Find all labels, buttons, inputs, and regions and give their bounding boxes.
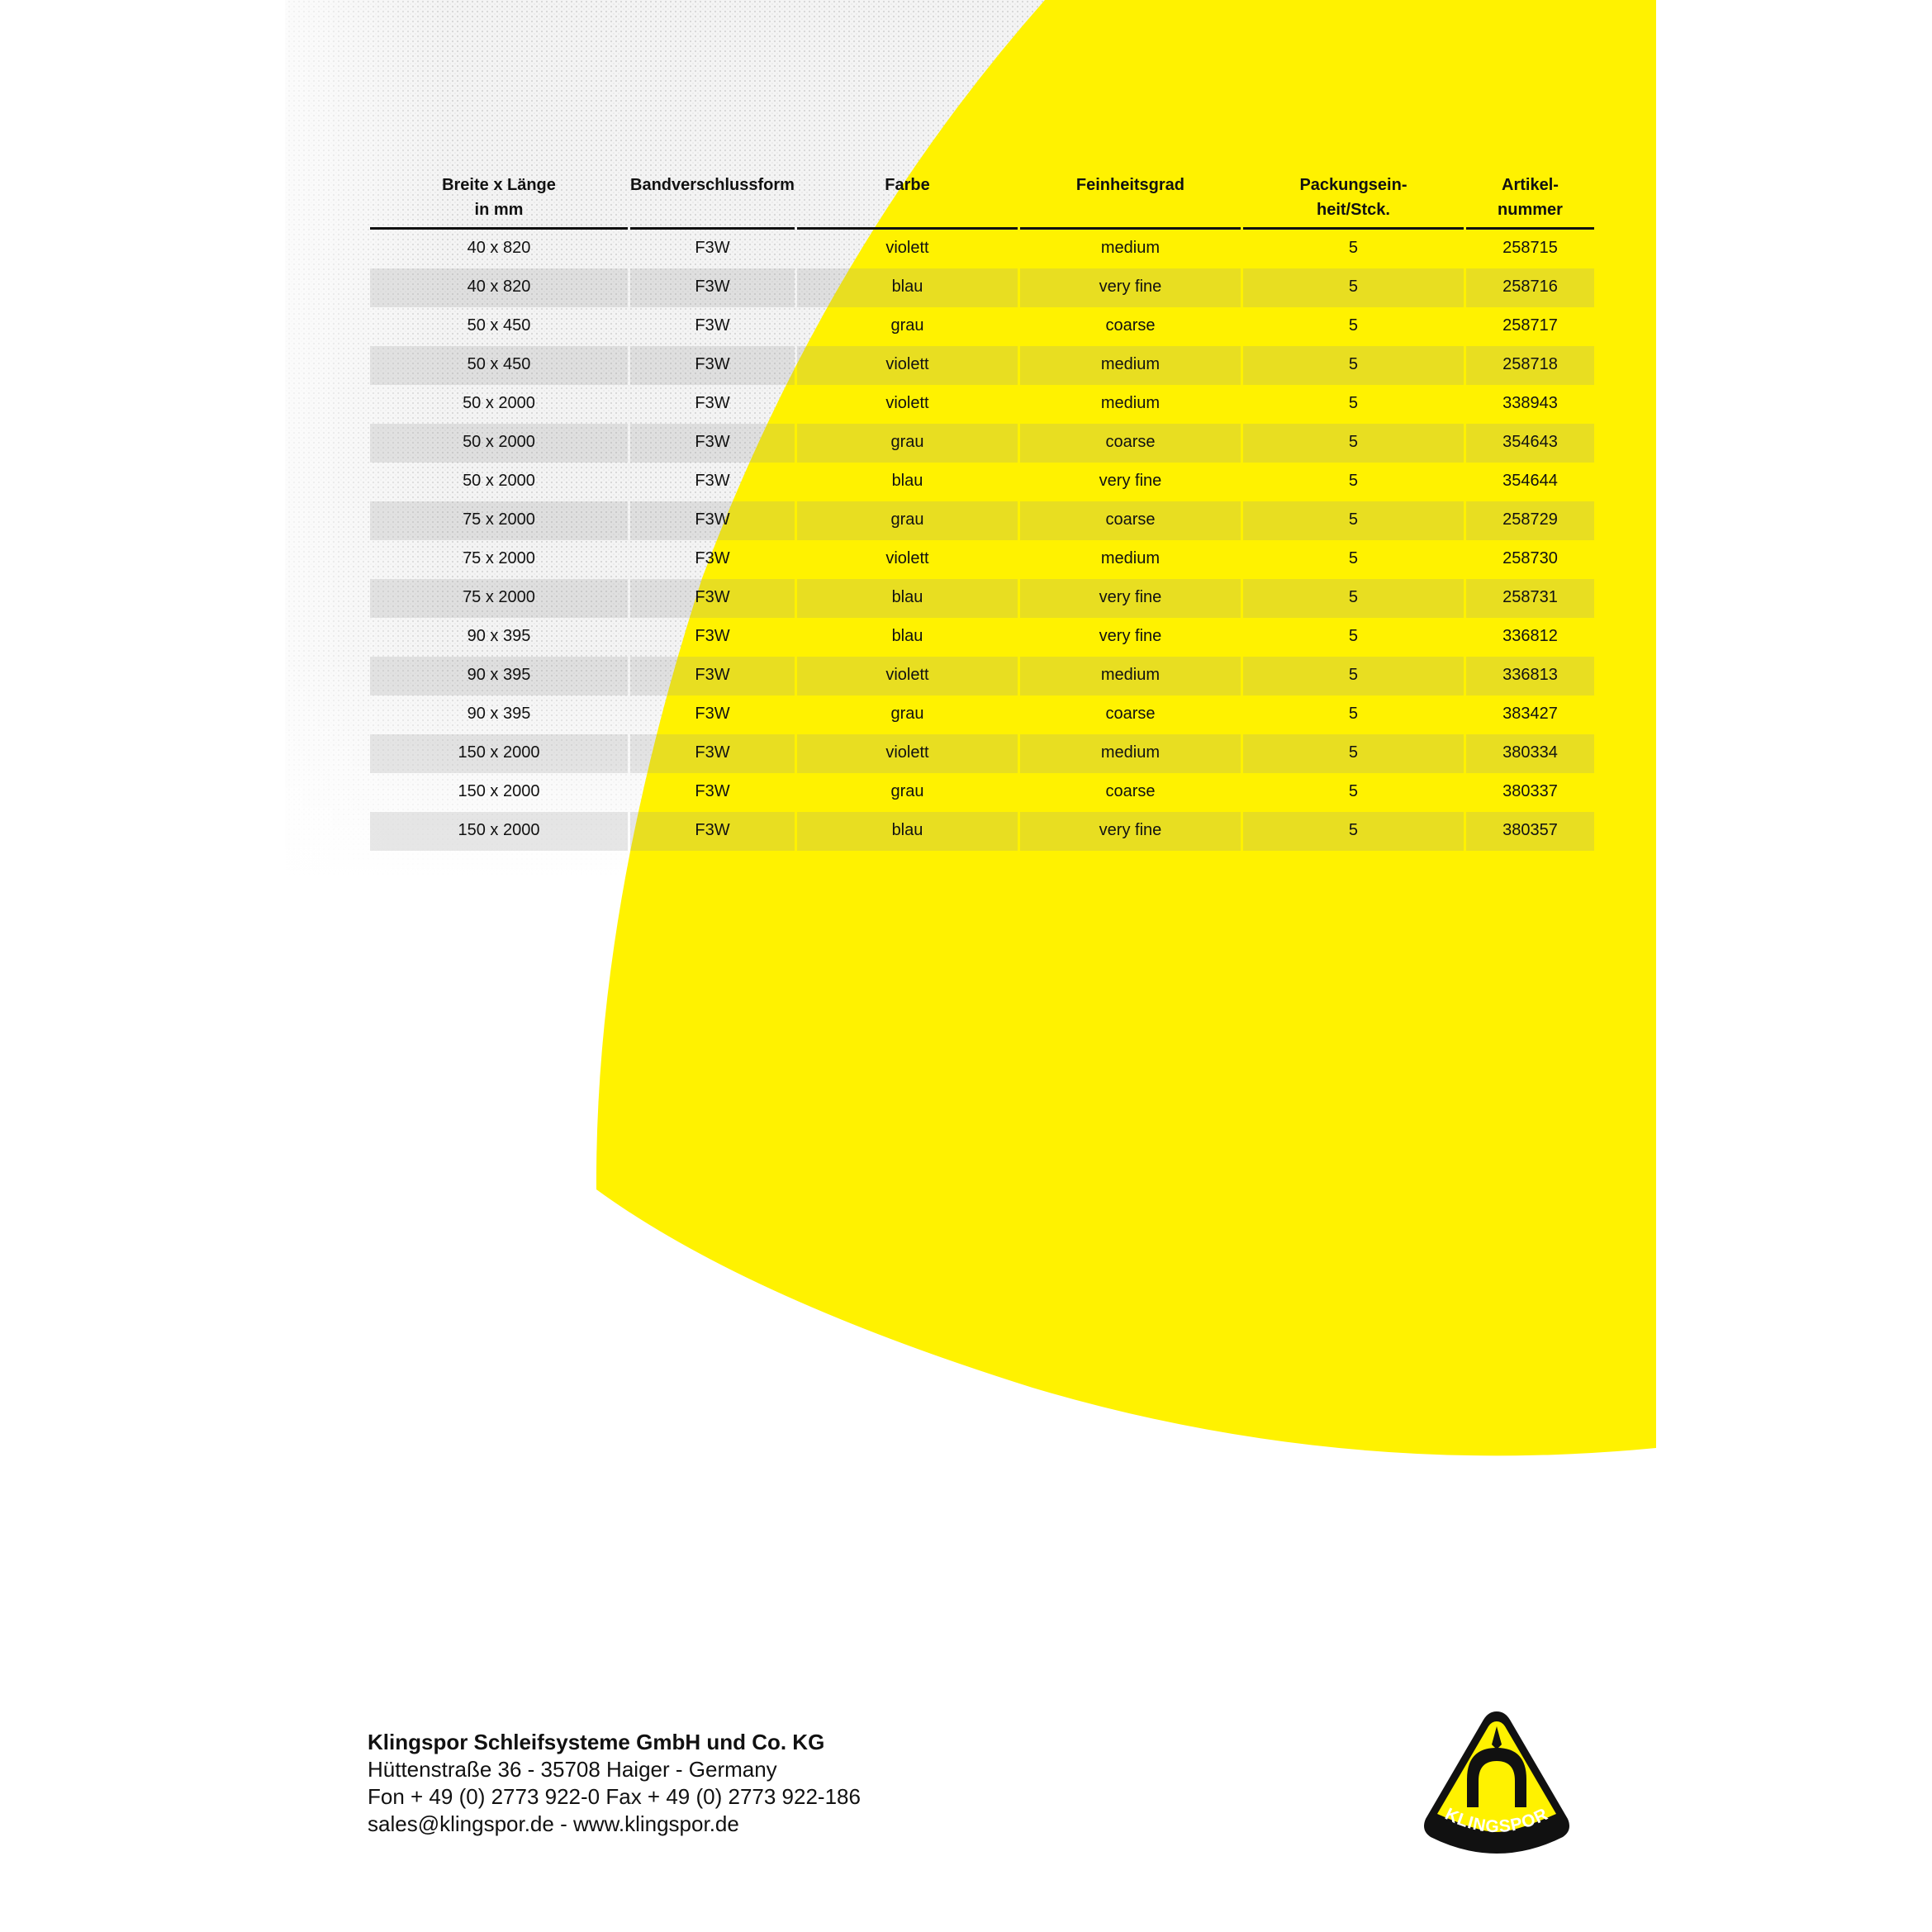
cell-size: 150 x 2000 <box>370 812 628 851</box>
header-size: Breite x Länge in mm <box>370 169 628 230</box>
company-name: Klingspor Schleifsysteme GmbH und Co. KG <box>368 1730 825 1754</box>
cell-size: 50 x 2000 <box>463 393 535 412</box>
cell-pack-unit: 5 <box>1348 548 1359 567</box>
cell-color: blau <box>797 268 1018 307</box>
cell-color: violett <box>885 548 929 567</box>
cell-article-number: 383427 <box>1502 704 1558 723</box>
cell-closure-type: F3W <box>630 346 795 385</box>
cell-color: blau <box>797 579 1018 618</box>
cell-color: violett <box>885 238 929 257</box>
cell-closure-type: F3W <box>695 316 730 335</box>
header-closure-type: Bandverschlussform <box>630 169 795 230</box>
cell-closure-type: F3W <box>630 579 795 618</box>
cell-article-number: 336813 <box>1466 657 1594 695</box>
table-row <box>370 346 1594 385</box>
table-row <box>370 501 1594 540</box>
cell-closure-type: F3W <box>695 781 730 800</box>
cell-color: grau <box>890 704 924 723</box>
cell-pack-unit: 5 <box>1243 346 1464 385</box>
cell-size: 50 x 450 <box>467 316 531 335</box>
klingspor-triangle-logo-icon <box>1419 1708 1574 1858</box>
table-row <box>370 695 1594 734</box>
cell-color: grau <box>797 501 1018 540</box>
cell-closure-type: F3W <box>695 626 730 645</box>
table-row <box>370 268 1594 307</box>
table-row <box>370 385 1594 424</box>
street-address: Hüttenstraße 36 - 35708 Haiger - Germany <box>368 1757 777 1782</box>
cell-grit: medium <box>1100 393 1161 412</box>
cell-color: blau <box>797 812 1018 851</box>
header-color: Farbe <box>797 169 1018 230</box>
cell-closure-type: F3W <box>695 238 730 257</box>
cell-pack-unit: 5 <box>1243 579 1464 618</box>
cell-article-number: 258729 <box>1466 501 1594 540</box>
table-row <box>370 307 1594 346</box>
phone-fax: Fon + 49 (0) 2773 922-0 Fax + 49 (0) 2773 922-186 <box>368 1784 861 1809</box>
cell-color: blau <box>891 471 923 490</box>
logo-text: KLINGSPOR <box>1441 1804 1552 1837</box>
cell-closure-type: F3W <box>695 471 730 490</box>
cell-pack-unit: 5 <box>1348 238 1359 257</box>
cell-pack-unit: 5 <box>1243 812 1464 851</box>
cell-color: violett <box>885 393 929 412</box>
cell-size: 75 x 2000 <box>463 548 535 567</box>
cell-grit: coarse <box>1105 316 1156 335</box>
cell-pack-unit: 5 <box>1243 734 1464 773</box>
table-header-row <box>370 169 1594 230</box>
cell-closure-type: F3W <box>695 548 730 567</box>
cell-closure-type: F3W <box>630 501 795 540</box>
cell-article-number: 258731 <box>1466 579 1594 618</box>
header-article-number: Artikel- nummer <box>1466 169 1594 230</box>
cell-grit: medium <box>1100 238 1161 257</box>
cell-size: 50 x 2000 <box>370 424 628 463</box>
cell-closure-type: F3W <box>630 268 795 307</box>
cell-size: 75 x 2000 <box>370 501 628 540</box>
table-row <box>370 734 1594 773</box>
cell-color: blau <box>891 626 923 645</box>
cell-closure-type: F3W <box>695 393 730 412</box>
footer-address <box>368 1729 861 1838</box>
cell-article-number: 336812 <box>1502 626 1558 645</box>
cell-color: grau <box>890 781 924 800</box>
table-row <box>370 657 1594 695</box>
cell-pack-unit: 5 <box>1243 268 1464 307</box>
cell-grit: coarse <box>1020 501 1241 540</box>
table-row <box>370 230 1594 268</box>
cell-grit: very fine <box>1099 471 1162 490</box>
cell-pack-unit: 5 <box>1348 316 1359 335</box>
cell-size: 40 x 820 <box>467 238 531 257</box>
cell-closure-type: F3W <box>630 424 795 463</box>
cell-article-number: 354644 <box>1502 471 1558 490</box>
cell-article-number: 258717 <box>1502 316 1558 335</box>
table-row <box>370 579 1594 618</box>
cell-pack-unit: 5 <box>1348 393 1359 412</box>
table-row <box>370 540 1594 579</box>
cell-size: 90 x 395 <box>467 626 531 645</box>
table-row <box>370 463 1594 501</box>
cell-color: grau <box>797 424 1018 463</box>
cell-color: violett <box>797 734 1018 773</box>
cell-grit: coarse <box>1105 704 1156 723</box>
cell-grit: very fine <box>1020 812 1241 851</box>
cell-size: 50 x 450 <box>370 346 628 385</box>
cell-size: 150 x 2000 <box>458 781 540 800</box>
table-row <box>370 424 1594 463</box>
table-row <box>370 812 1594 851</box>
cell-article-number: 354643 <box>1466 424 1594 463</box>
cell-pack-unit: 5 <box>1348 781 1359 800</box>
cell-article-number: 258716 <box>1466 268 1594 307</box>
cell-article-number: 338943 <box>1502 393 1558 412</box>
cell-pack-unit: 5 <box>1348 704 1359 723</box>
cell-closure-type: F3W <box>630 734 795 773</box>
table-row <box>370 773 1594 812</box>
cell-closure-type: F3W <box>695 704 730 723</box>
cell-article-number: 258730 <box>1502 548 1558 567</box>
product-table <box>368 169 1597 851</box>
cell-size: 40 x 820 <box>370 268 628 307</box>
cell-closure-type: F3W <box>630 657 795 695</box>
header-pack-unit: Packungsein- heit/Stck. <box>1243 169 1464 230</box>
cell-article-number: 380334 <box>1466 734 1594 773</box>
table-row <box>370 618 1594 657</box>
cell-grit: coarse <box>1020 424 1241 463</box>
cell-grit: medium <box>1020 346 1241 385</box>
cell-grit: very fine <box>1020 579 1241 618</box>
cell-pack-unit: 5 <box>1243 501 1464 540</box>
cell-grit: coarse <box>1105 781 1156 800</box>
cell-article-number: 380357 <box>1466 812 1594 851</box>
email-website: sales@klingspor.de - www.klingspor.de <box>368 1811 739 1836</box>
cell-size: 50 x 2000 <box>463 471 535 490</box>
cell-grit: medium <box>1100 548 1161 567</box>
cell-pack-unit: 5 <box>1243 424 1464 463</box>
cell-grit: very fine <box>1020 268 1241 307</box>
cell-color: violett <box>797 346 1018 385</box>
cell-size: 75 x 2000 <box>370 579 628 618</box>
cell-article-number: 258715 <box>1502 238 1558 257</box>
header-grit: Feinheitsgrad <box>1020 169 1241 230</box>
cell-size: 150 x 2000 <box>370 734 628 773</box>
cell-size: 90 x 395 <box>370 657 628 695</box>
cell-grit: very fine <box>1099 626 1162 645</box>
cell-closure-type: F3W <box>630 812 795 851</box>
cell-color: grau <box>890 316 924 335</box>
cell-article-number: 380337 <box>1502 781 1558 800</box>
cell-pack-unit: 5 <box>1348 626 1359 645</box>
cell-grit: medium <box>1020 734 1241 773</box>
cell-grit: medium <box>1020 657 1241 695</box>
cell-color: violett <box>797 657 1018 695</box>
cell-size: 90 x 395 <box>467 704 531 723</box>
cell-pack-unit: 5 <box>1243 657 1464 695</box>
cell-pack-unit: 5 <box>1348 471 1359 490</box>
cell-article-number: 258718 <box>1466 346 1594 385</box>
